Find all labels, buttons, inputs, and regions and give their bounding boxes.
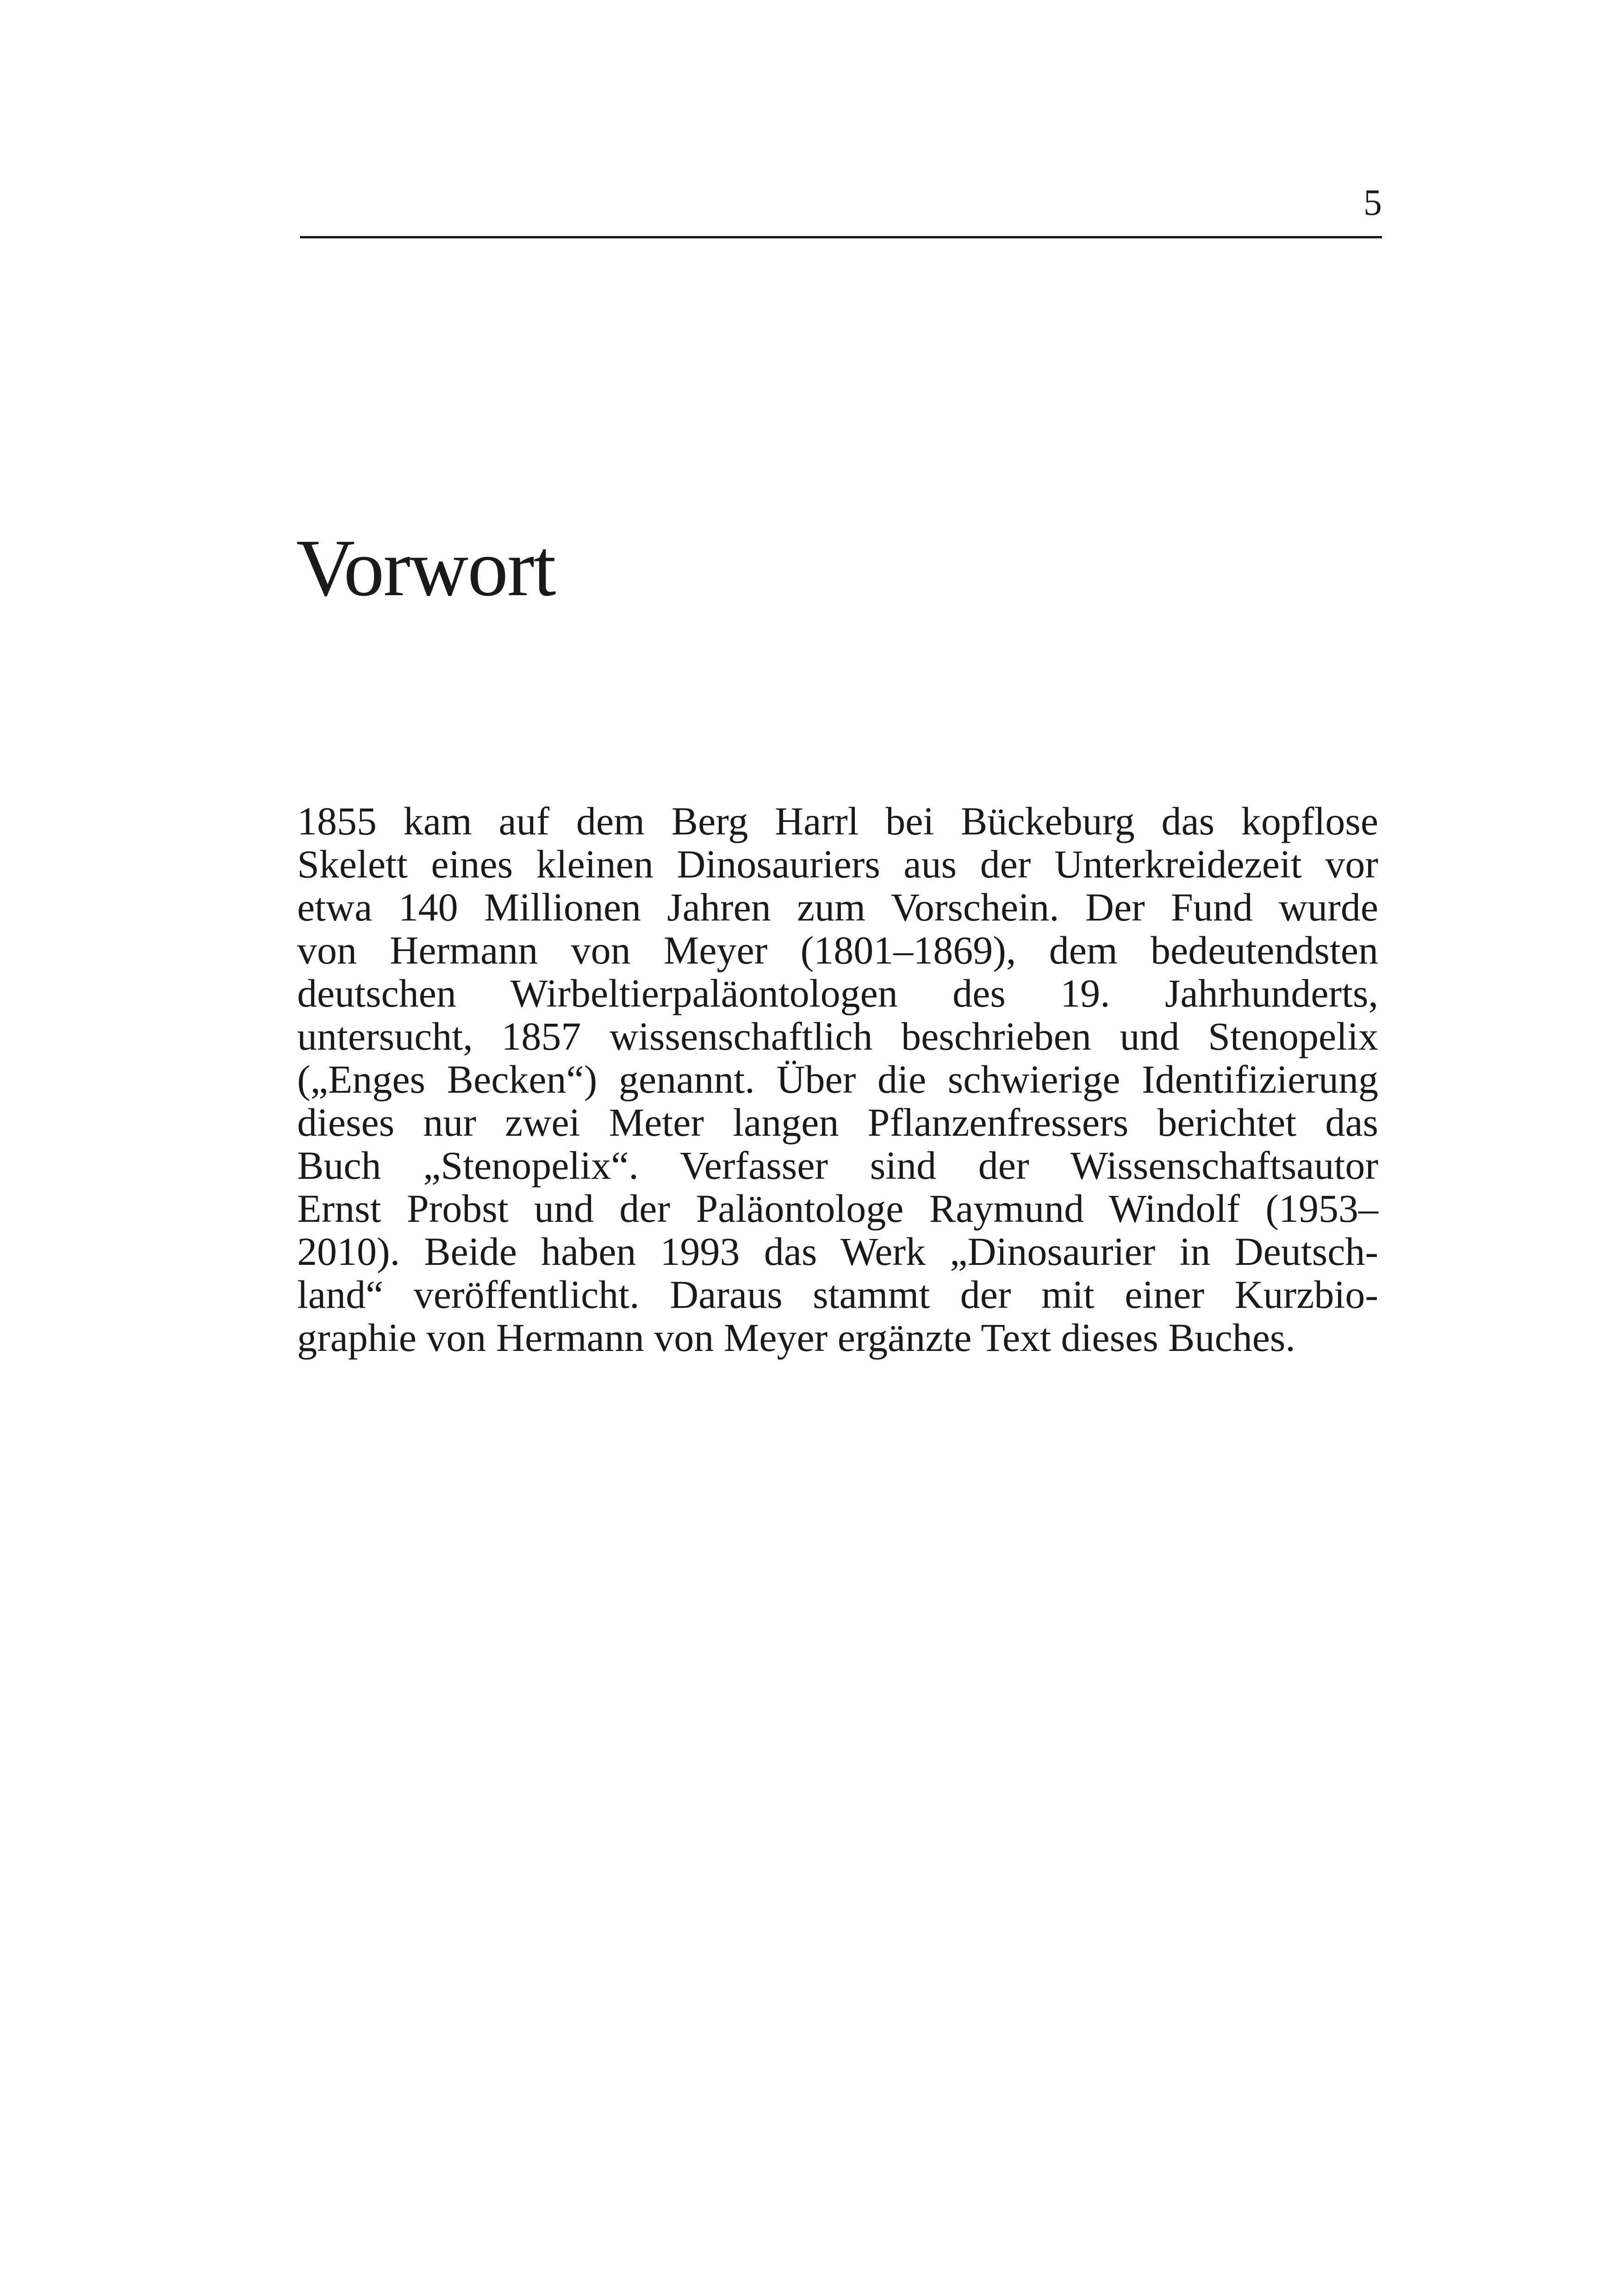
body-line: von Hermann von Meyer (1801–1869), dem bedeutendsten: [297, 928, 1378, 972]
body-line: Skelett eines kleinen Dinosauriers aus der Unterkreidezeit vor: [297, 842, 1378, 886]
body-line: („Enges Becken“) genannt. Über die schwierige Identifizierung: [297, 1057, 1378, 1101]
body-line: dieses nur zwei Meter langen Pflanzenfressers berichtet das: [297, 1100, 1378, 1145]
body-line: land“ veröffentlicht. Daraus stammt der mit einer Kurzbio-: [297, 1272, 1378, 1317]
header-rule: [300, 236, 1382, 238]
body-line: 2010). Beide haben 1993 das Werk „Dinosaurier in Deutsch-: [297, 1229, 1378, 1274]
body-line: 1855 kam auf dem Berg Harrl bei Bückeburg das kopflose: [297, 799, 1378, 843]
body-paragraph: [297, 800, 1378, 1359]
chapter-title: Vorwort: [296, 523, 555, 613]
page-number: 5: [1363, 182, 1382, 223]
body-line: Ernst Probst und der Paläontologe Raymund Windolf (1953–: [297, 1186, 1378, 1231]
body-line: untersucht, 1857 wissenschaftlich beschrieben und Stenopelix: [297, 1014, 1378, 1058]
body-line: etwa 140 Millionen Jahren zum Vorschein. Der Fund wurde: [297, 885, 1378, 929]
body-line: deutschen Wirbeltierpaläontologen des 19. Jahrhunderts,: [297, 971, 1378, 1015]
body-line: Buch „Stenopelix“. Verfasser sind der Wissenschaftsautor: [297, 1143, 1378, 1188]
body-line: graphie von Hermann von Meyer ergänzte Text dieses Buches.: [297, 1315, 1295, 1360]
